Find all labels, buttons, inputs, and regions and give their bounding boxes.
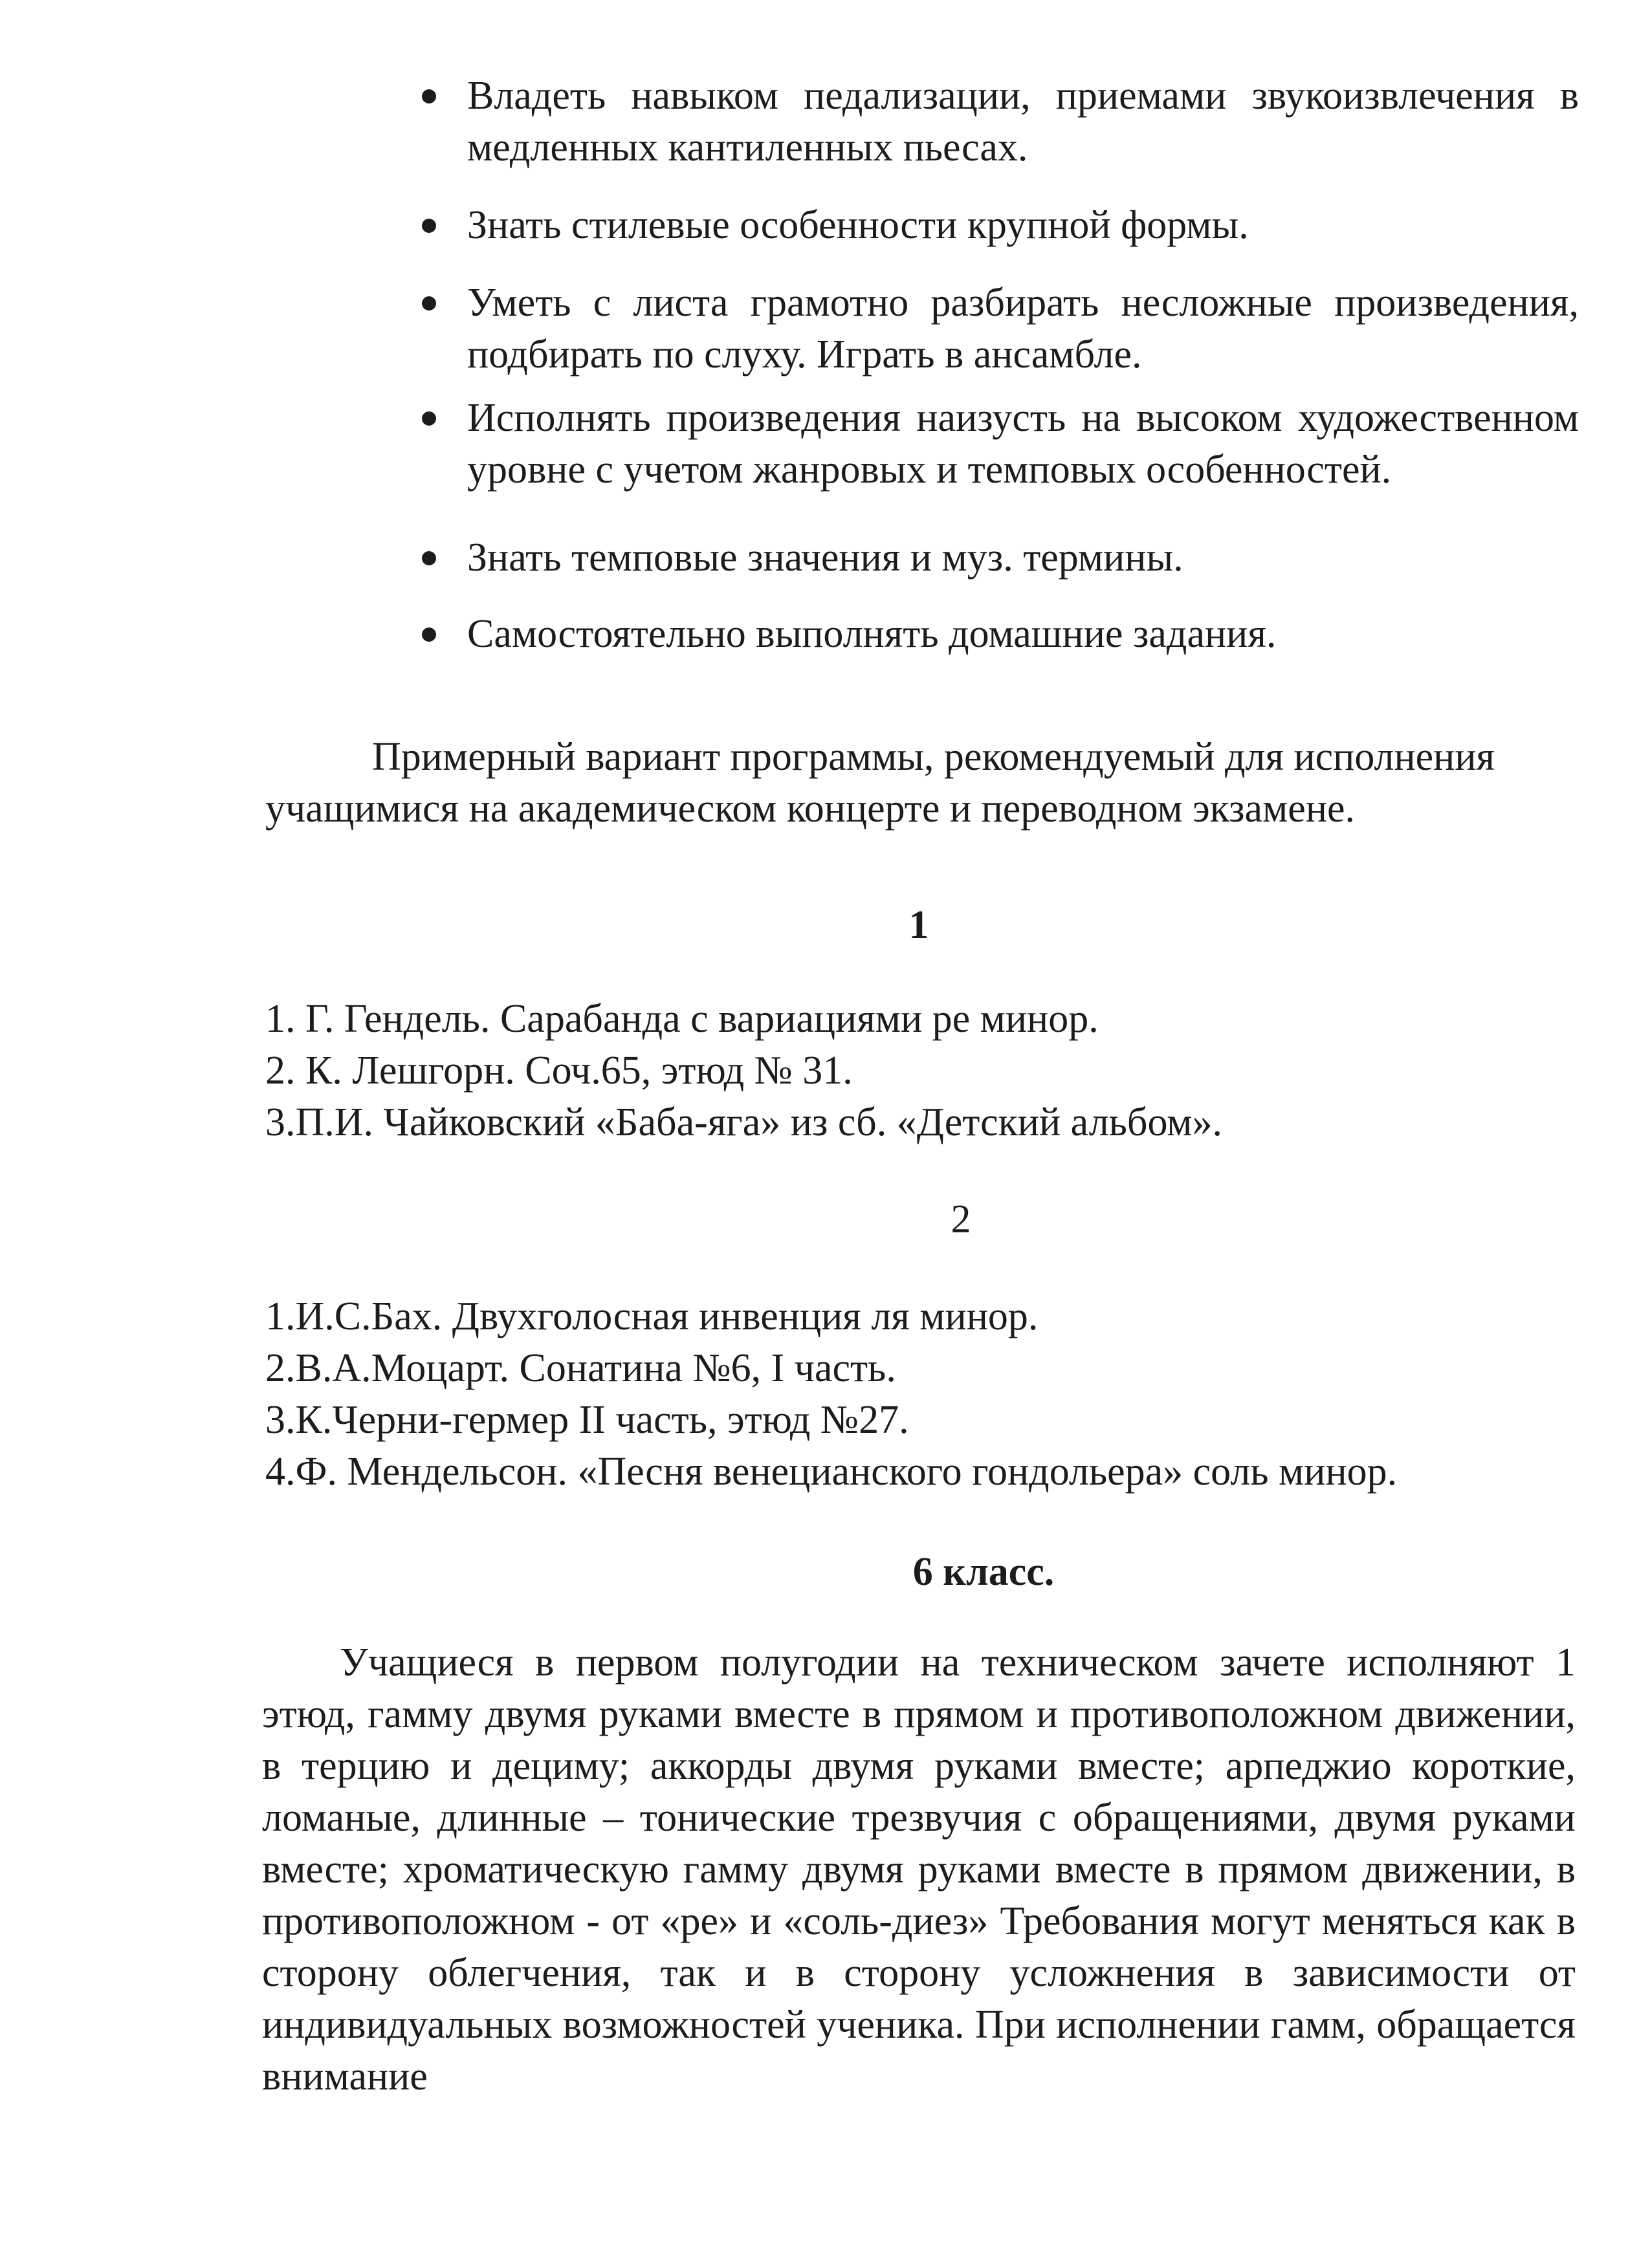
requirement-text: Исполнять произведения наизусть на высоком художественном уровне с учетом жанровых и темповых особенностей. bbox=[467, 396, 1579, 492]
program-intro: Примерный вариант программы, рекомендуемый для исполнения учащимися на академическом концерте и переводном экзамене. bbox=[265, 735, 1495, 831]
list-item bbox=[414, 70, 1579, 173]
requirements-list bbox=[414, 70, 1579, 660]
program-item: 3.П.И. Чайковский «Баба-яга» из сб. «Детский альбом». bbox=[265, 1100, 1223, 1144]
program-number: 2 bbox=[951, 1197, 971, 1241]
requirement-text: Знать стилевые особенности крупной формы. bbox=[467, 203, 1249, 247]
list-item bbox=[414, 532, 1579, 583]
list-item bbox=[414, 277, 1579, 380]
bullet-icon bbox=[422, 551, 436, 565]
program-item: 1. Г. Гендель. Сарабанда с вариациями ре минор. bbox=[265, 997, 1099, 1041]
requirement-text: Уметь с листа грамотно разбирать несложные произведения, подбирать по слуху. Играть в ансамбле. bbox=[467, 281, 1579, 376]
bullet-icon bbox=[422, 627, 436, 642]
program-list bbox=[265, 1291, 1397, 1498]
program-item: 2. К. Лешгорн. Соч.65, этюд № 31. bbox=[265, 1049, 853, 1093]
program-number: 1 bbox=[908, 903, 929, 947]
bullet-icon bbox=[422, 296, 436, 311]
program-item: 4.Ф. Мендельсон. «Песня венецианского гондольера» соль минор. bbox=[265, 1450, 1398, 1494]
program-item: 1.И.С.Бах. Двухголосная инвенция ля минор. bbox=[265, 1294, 1039, 1338]
requirement-text: Самостоятельно выполнять домашние задания. bbox=[467, 612, 1277, 656]
requirement-text: Знать темповые значения и муз. термины. bbox=[467, 536, 1183, 580]
program-item: 3.К.Черни-гермер II часть, этюд №27. bbox=[265, 1398, 909, 1442]
list-item bbox=[414, 199, 1579, 251]
list-item bbox=[414, 608, 1579, 660]
program-item: 2.В.А.Моцарт. Сонатина №6, I часть. bbox=[265, 1346, 896, 1390]
requirement-text: Владеть навыком педализации, приемами звукоизвлечения в медленных кантиленных пьесах. bbox=[467, 74, 1579, 169]
bullet-icon bbox=[422, 89, 436, 104]
program-list bbox=[265, 993, 1222, 1148]
bullet-icon bbox=[422, 411, 436, 426]
class-heading: 6 класс. bbox=[912, 1550, 1055, 1594]
body-paragraph: Учащиеся в первом полугодии на техническом зачете исполняют 1 этюд, гамму двумя руками вместе в прямом и противоположном движении, в терцию и дециму; аккорды двумя руками вместе; арпеджио короткие, ломаные, длинные – тонические трезвучия с обращениями, двумя руками вместе; хроматическую гамму двумя руками вместе в прямом движении, в противоположном - от «ре» и «соль-диез» Требования могут меняться как в сторону облегчения, так и в сторону усложнения в зависимости от индивидуальных возможностей ученика. При исполнении гамм, обращается внимание bbox=[262, 1641, 1576, 2099]
list-item bbox=[414, 392, 1579, 496]
bullet-icon bbox=[422, 219, 436, 233]
